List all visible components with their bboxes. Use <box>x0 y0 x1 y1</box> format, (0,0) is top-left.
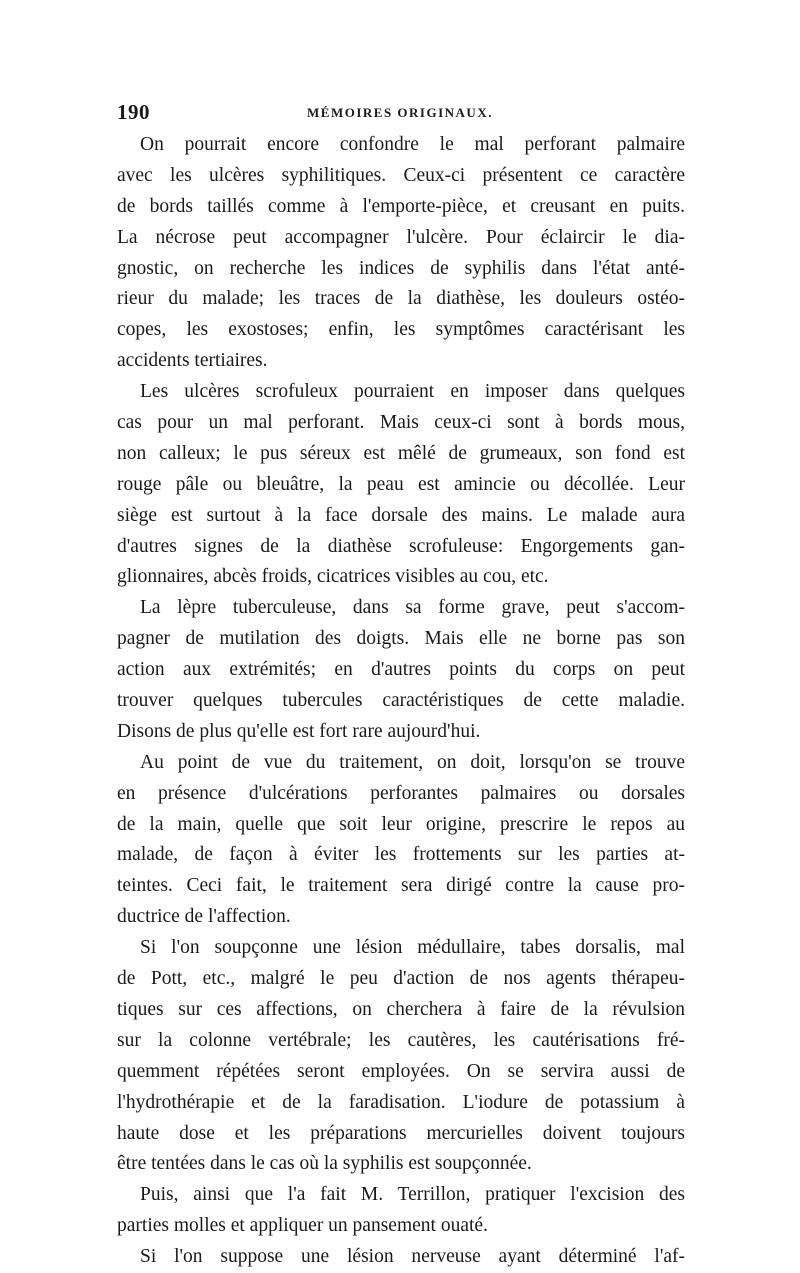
text-line: Si l'on soupçonne une lésion médullaire, tabes dorsalis, mal <box>140 937 685 959</box>
text-line: non calleux; le pus séreux est mêlé de grumeaux, son fond est <box>117 442 685 464</box>
text-line: accidents tertiaires. <box>117 350 268 372</box>
text-line: copes, les exostoses; enfin, les symptômes caractérisant les <box>117 319 685 341</box>
text-line: rieur du malade; les traces de la diathèse, les douleurs ostéo- <box>117 288 685 310</box>
text-line: l'hydrothérapie et de la faradisation. L'iodure de potassium à <box>117 1091 685 1113</box>
text-line: sur la colonne vertébrale; les cautères, les cautérisations fré- <box>117 1029 685 1051</box>
text-line: de la main, quelle que soit leur origine, prescrire le repos au <box>117 813 685 835</box>
page-number: 190 <box>117 100 150 124</box>
text-line: La nécrose peut accompagner l'ulcère. Pour éclaircir le dia- <box>117 226 685 248</box>
running-title: MÉMOIRES ORIGINAUX. <box>307 105 493 120</box>
text-line: Disons de plus qu'elle est fort rare aujourd'hui. <box>117 720 481 742</box>
text-line: malade, de façon à éviter les frottements sur les parties at- <box>117 844 685 866</box>
text-line: cas pour un mal perforant. Mais ceux-ci sont à bords mous, <box>117 412 685 434</box>
text-line: tiques sur ces affections, on cherchera à faire de la révulsion <box>117 998 685 1020</box>
text-line: teintes. Ceci fait, le traitement sera dirigé contre la cause pro- <box>117 875 685 897</box>
text-line: de Pott, etc., malgré le peu d'action de nos agents thérapeu- <box>117 968 685 990</box>
running-head <box>117 100 685 124</box>
text-line: On pourrait encore confondre le mal perforant palmaire <box>140 134 685 155</box>
text-line: siège est surtout à la face dorsale des mains. Le malade aura <box>117 504 685 526</box>
text-line: avec les ulcères syphilitiques. Ceux-ci présentent ce caractère <box>117 164 685 186</box>
text-line: ductrice de l'affection. <box>117 906 291 928</box>
text-line: glionnaires, abcès froids, cicatrices visibles au cou, etc. <box>117 566 549 588</box>
text-line: gnostic, on recherche les indices de syphilis dans l'état anté- <box>117 257 685 279</box>
text-line: Puis, ainsi que l'a fait M. Terrillon, pratiquer l'excision des <box>140 1184 685 1206</box>
text-line: rouge pâle ou bleuâtre, la peau est amincie ou décollée. Leur <box>117 473 685 495</box>
text-line: trouver quelques tubercules caractéristiques de cette maladie. <box>117 690 685 712</box>
text-line: Au point de vue du traitement, on doit, lorsqu'on se trouve <box>140 751 685 773</box>
text-line: en présence d'ulcérations perforantes palmaires ou dorsales <box>117 782 685 804</box>
text-line: parties molles et appliquer un pansement ouaté. <box>117 1215 488 1237</box>
text-line: de bords taillés comme à l'emporte-pièce, et creusant en puits. <box>117 195 685 217</box>
text-line: action aux extrémités; en d'autres points du corps on peut <box>117 659 685 681</box>
text-line: pagner de mutilation des doigts. Mais elle ne borne pas son <box>117 628 685 650</box>
text-line: haute dose et les préparations mercurielles doivent toujours <box>117 1122 685 1144</box>
text-line: être tentées dans le cas où la syphilis est soupçonnée. <box>117 1153 532 1175</box>
text-line: La lèpre tuberculeuse, dans sa forme grave, peut s'accom- <box>140 597 685 619</box>
body-text <box>117 130 685 1273</box>
text-line: d'autres signes de la diathèse scrofuleuse: Engorgements gan- <box>117 535 685 557</box>
text-line: quemment répétées seront employées. On se servira aussi de <box>117 1060 685 1082</box>
text-line: Les ulcères scrofuleux pourraient en imposer dans quelques <box>140 381 685 403</box>
text-line: Si l'on suppose une lésion nerveuse ayant déterminé l'af- <box>140 1246 685 1268</box>
